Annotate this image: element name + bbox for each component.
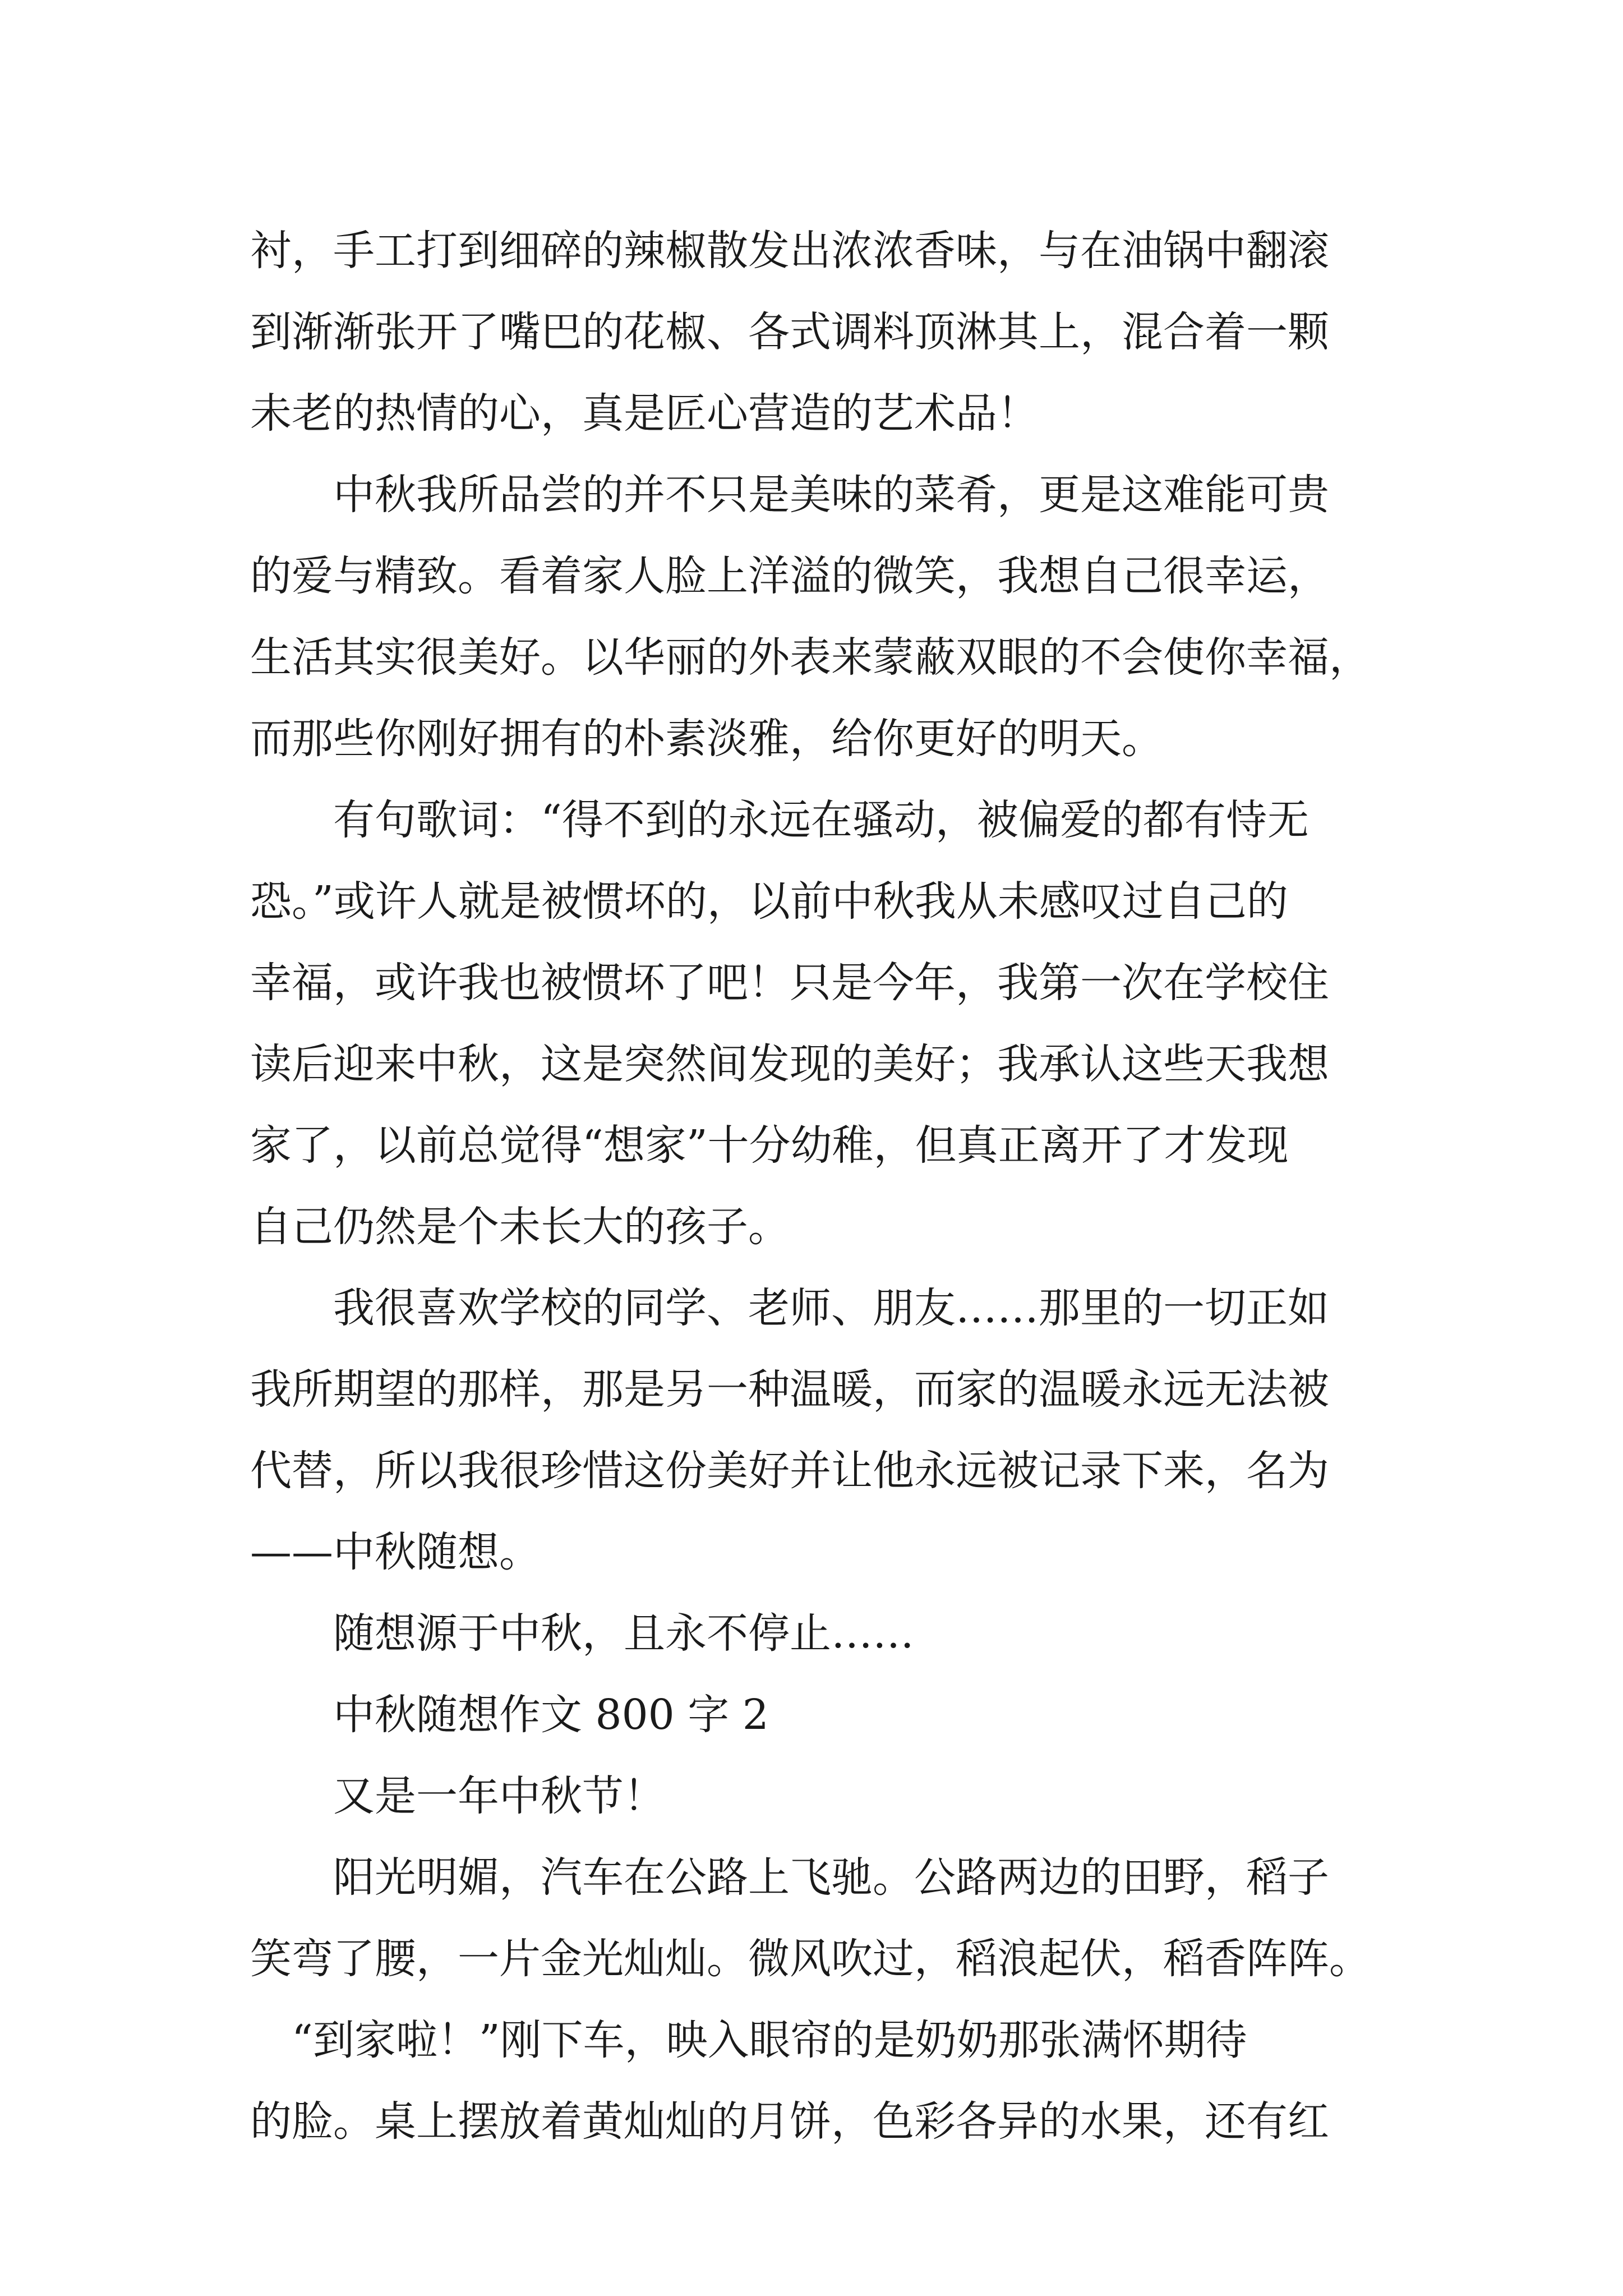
text-line: 又是一年中秋节！ [250,1772,665,1820]
text-line: 生活其实很美好。以华丽的外表来蒙蔽双眼的不会使你幸福， [250,633,1371,682]
text-line: 中秋我所品尝的并不只是美味的菜肴，更是这难能可贵 [250,471,1329,519]
text-line: 我所期望的那样，那是另一种温暖，而家的温暖永远无法被 [250,1365,1329,1414]
text-line: 随想源于中秋，且永不停止…… [250,1609,914,1658]
text-line: 到渐渐张开了嘴巴的花椒、各式调料顶淋其上，混合着一颗 [250,308,1329,356]
section-heading: 中秋随想作文 800 字 2 [250,1691,769,1739]
text-line: 而那些你刚好拥有的朴素淡雅，给你更好的明天。 [250,715,1163,763]
text-line: 家了，以前总觉得“想家”十分幼稚，但真正离开了才发现 [250,1121,1289,1170]
text-line: 衬，手工打到细碎的辣椒散发出浓浓香味，与在油锅中翻滚 [250,227,1329,275]
text-line: 代替，所以我很珍惜这份美好并让他永远被记录下来，名为 [250,1447,1329,1495]
text-line: 的脸。桌上摆放着黄灿灿的月饼，色彩各异的水果，还有红 [250,2097,1329,2146]
text-line: 有句歌词：“得不到的永远在骚动，被偏爱的都有恃无 [250,796,1309,844]
text-line: 恐。”或许人就是被惯坏的，以前中秋我从未感叹过自己的 [250,877,1288,926]
text-line: 阳光明媚，汽车在公路上飞驰。公路两边的田野，稻子 [250,1853,1329,1902]
text-line: “到家啦！”刚下车，映入眼帘的是奶奶那张满怀期待 [250,2016,1247,2064]
text-line: 笑弯了腰，一片金光灿灿。微风吹过，稻浪起伏，稻香阵阵。 [250,1935,1371,1983]
text-line: ——中秋随想。 [250,1528,541,1576]
document-body [250,210,1389,2162]
text-line: 未老的热情的心，真是匠心营造的艺术品！ [250,389,1039,438]
text-line: 读后迎来中秋，这是突然间发现的美好；我承认这些天我想 [250,1040,1329,1088]
text-line: 幸福，或许我也被惯坏了吧！只是今年，我第一次在学校住 [250,959,1329,1007]
text-line: 的爱与精致。看着家人脸上洋溢的微笑，我想自己很幸运， [250,552,1329,600]
text-line: 我很喜欢学校的同学、老师、朋友……那里的一切正如 [250,1284,1329,1332]
text-line: 自己仍然是个未长大的孩子。 [250,1203,790,1251]
